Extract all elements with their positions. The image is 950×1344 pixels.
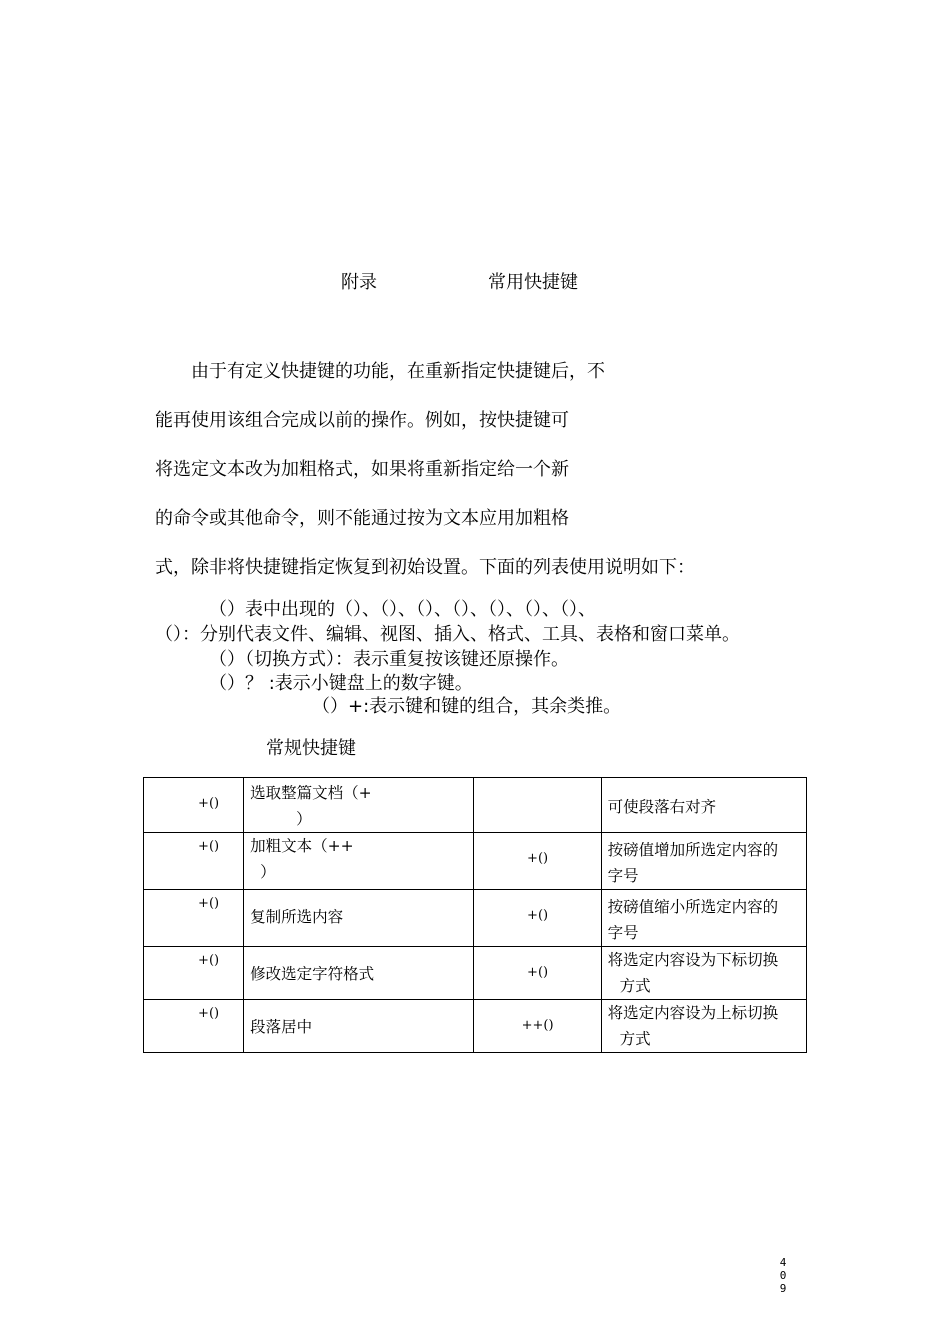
shortcut-description [244,947,473,987]
intro-line-1: 由于有定义快捷键的功能，在重新指定快捷键后，不 [191,361,605,382]
shortcut-description [244,778,473,832]
desc-line: 方式 [619,1030,651,1048]
intro-line-5: 式，除非将快捷键指定恢复到初始设置。下面的列表使用说明如下： [155,557,695,578]
table-cell [601,833,806,890]
desc-line: 按磅值增加所选定内容的 [607,841,779,859]
desc-line: ） [296,810,312,828]
table-cell [244,833,474,890]
intro-line-2: 能再使用该组合完成以前的操作。例如，按快捷键可 [155,410,569,431]
shortcut-description [602,947,806,999]
shortcut-key: +() [198,896,220,911]
desc-line: 段落居中 [250,1018,313,1036]
shortcut-key: +() [527,908,549,923]
intro-line-3: 将选定文本改为加粗格式，如果将重新指定给一个新 [155,459,569,480]
table-cell [474,1000,601,1053]
shortcut-key: +() [527,965,549,980]
table-row [144,1000,807,1053]
table-cell [144,890,244,947]
table-row [144,890,807,947]
desc-line: 按磅值缩小所选定内容的 [607,898,779,916]
shortcut-key [474,778,600,792]
desc-line: 加粗文本（++ [250,837,354,855]
shortcut-key: +() [198,953,220,968]
desc-line: 字号 [607,924,639,942]
page-number-digit: 4 [779,1256,787,1269]
table-cell [474,778,601,833]
note-line-4: （）？ :表示小键盘上的数字键。 [209,673,473,694]
shortcut-key: +() [198,839,220,854]
desc-line: 选取整篇文档（+ [250,784,372,802]
shortcut-key: +() [198,1006,220,1021]
shortcut-key: ++() [521,1018,554,1033]
table-cell [144,778,244,833]
page-number [778,1256,788,1295]
table-row [144,778,807,833]
page-number-digit: 0 [779,1269,787,1282]
table-cell [144,1000,244,1053]
desc-line: ） [260,863,276,881]
table-cell [144,947,244,1000]
shortcut-description [602,833,806,889]
shortcut-description [602,778,806,820]
heading-appendix: 附录 [341,272,377,293]
page-number-digit: 9 [779,1282,787,1295]
table-row [144,833,807,890]
table-cell [474,890,601,947]
note-line-1: （）表中出现的（）、（）、（）、（）、（）、（）、（）、 [209,599,596,620]
shortcut-key: +() [527,851,549,866]
table-cell [244,1000,474,1053]
table-cell [474,833,601,890]
table-cell [474,947,601,1000]
table-cell [144,833,244,890]
heading-title: 常用快捷键 [488,272,578,293]
intro-line-4: 的命令或其他命令，则不能通过按为文本应用加粗格 [155,508,569,529]
note-line-3: （）（切换方式）：表示重复按该键还原操作。 [209,649,569,670]
shortcut-description [244,890,473,930]
shortcut-description [244,833,473,885]
table-cell [601,947,806,1000]
section-title: 常规快捷键 [266,738,356,759]
shortcut-description [602,1000,806,1052]
desc-line: 方式 [619,977,651,995]
table-cell [601,1000,806,1053]
table-cell [244,778,474,833]
desc-line: 复制所选内容 [250,908,344,926]
desc-line: 可使段落右对齐 [607,798,717,816]
table-cell [601,890,806,947]
note-line-5: （）+:表示键和键的组合，其余类推。 [312,696,622,717]
shortcut-description [244,1000,473,1040]
shortcut-description [602,890,806,946]
desc-line: 修改选定字符格式 [250,965,375,983]
table-cell [244,890,474,947]
table-row [144,947,807,1000]
desc-line: 将选定内容设为上标切换 [607,1004,779,1022]
note-line-2: （）：分别代表文件、编辑、视图、插入、格式、工具、表格和窗口菜单。 [155,624,740,645]
desc-line: 将选定内容设为下标切换 [607,951,779,969]
shortcut-table [143,777,807,1053]
table-cell [601,778,806,833]
table-cell [244,947,474,1000]
shortcut-key: +() [198,796,220,811]
desc-line: 字号 [607,867,639,885]
